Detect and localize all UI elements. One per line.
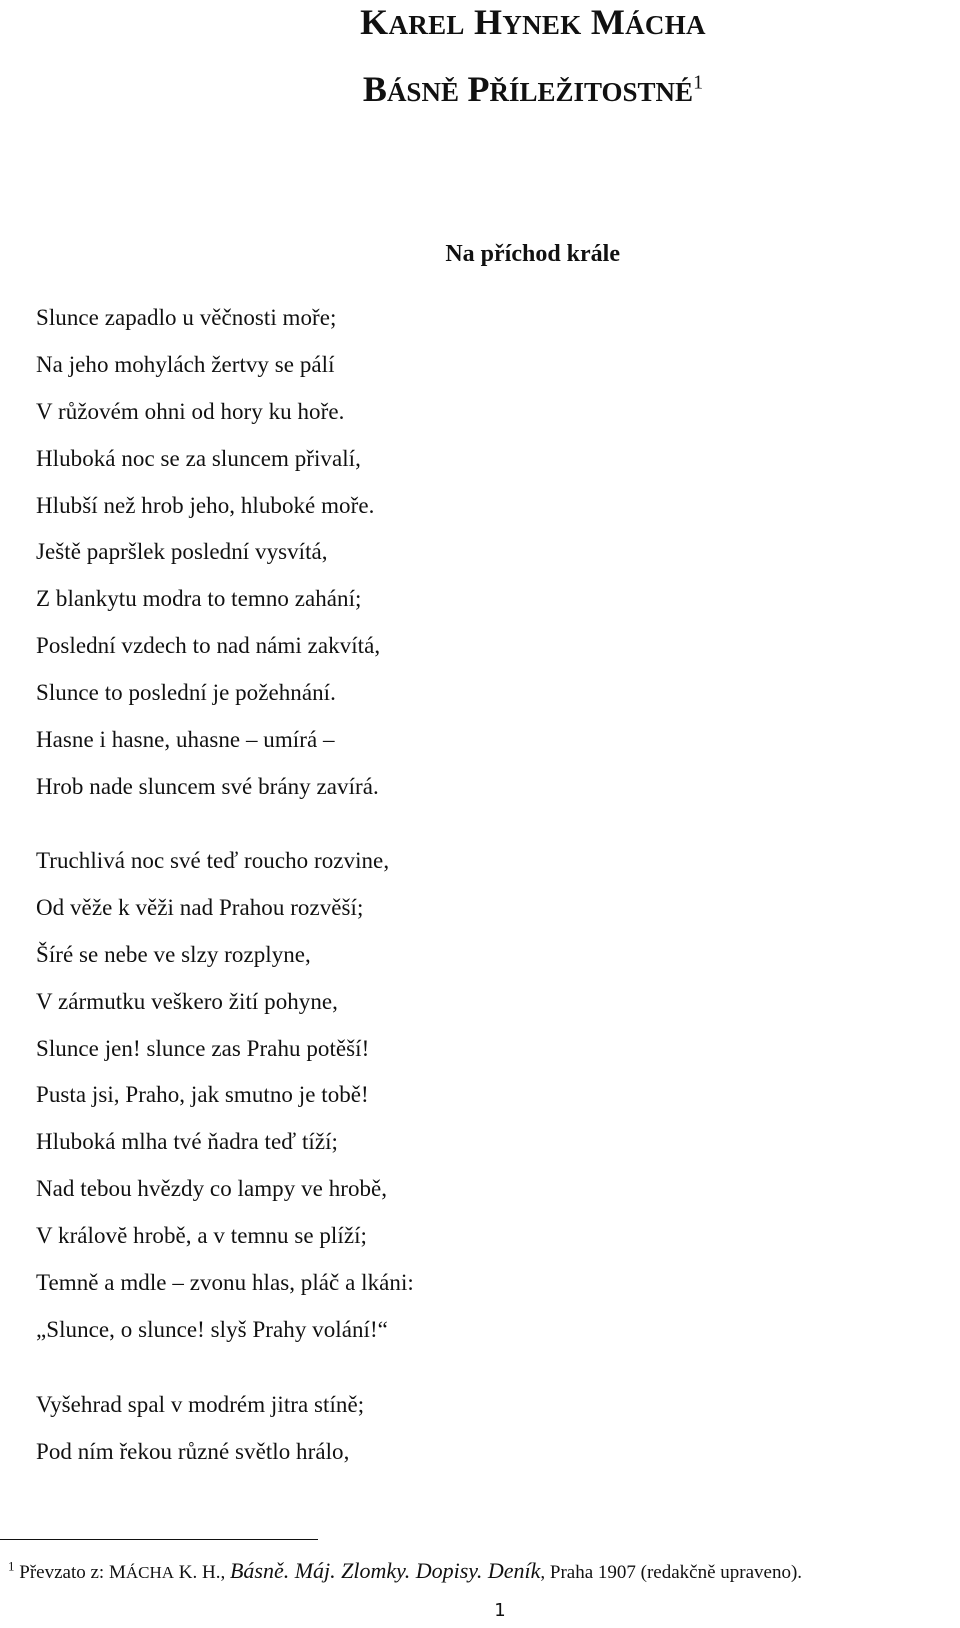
footnote-reference[interactable]: 1 — [693, 71, 704, 94]
page-number: 1 — [494, 1600, 506, 1621]
footnote-suffix: , Praha 1907 (redakčně upraveno). — [540, 1562, 803, 1583]
poem-title: Na příchod krále — [445, 241, 620, 267]
verse-line: Pusta jsi, Praho, jak smutno je tobě! — [36, 1082, 369, 1108]
verse-line: Nad tebou hvězdy co lampy ve hrobě, — [36, 1176, 388, 1202]
verse-line: Šíré se nebe ve slzy rozplyne, — [36, 941, 311, 967]
verse-line: Vyšehrad spal v modrém jitra stíně; — [36, 1392, 365, 1417]
verse-line: Temně a mdle – zvonu hlas, pláč a lkáni: — [36, 1270, 414, 1296]
verse-line: Truchlivá noc své teď roucho rozvine, — [36, 848, 390, 873]
verse-line: Slunce zapadlo u věčnosti moře; — [36, 305, 337, 330]
verse-line: Slunce jen! slunce zas Prahu potěší! — [36, 1035, 370, 1061]
verse-line: Ještě papršlek poslední vysvítá, — [36, 539, 328, 565]
verse-line: V růžovém ohni od hory ku hoře. — [36, 398, 345, 424]
verse-line: Hluboká noc se za sluncem přivalí, — [36, 445, 361, 471]
stanza-2 — [36, 838, 916, 1354]
author-word: HYNEK — [474, 2, 582, 42]
author-word: MÁCHA — [590, 2, 706, 42]
stanza-3 — [36, 1382, 916, 1476]
verse-line: Hasne i hasne, uhasne – umírá – — [36, 727, 335, 753]
footnote-initials: K. H., — [174, 1562, 230, 1583]
collection-word: PŘÍLEŽITOSTNÉ — [467, 69, 694, 109]
collection-title — [0, 64, 960, 117]
verse-line: Na jeho mohylách žertvy se pálí — [36, 351, 335, 377]
verse-line: Hrob nade sluncem své brány zavírá. — [36, 773, 379, 799]
footnote — [8, 1555, 802, 1589]
verse-line: V zármutku veškero žití pohyne, — [36, 988, 338, 1014]
verse-line: Z blankytu modra to temno zahání; — [36, 586, 362, 612]
author-name — [0, 0, 960, 47]
verse-line: Hluboká mlha tvé ňadra teď tíží; — [36, 1129, 338, 1155]
footnote-author: MÁCHA — [108, 1562, 175, 1583]
footnote-prefix: Převzato z: — [19, 1562, 109, 1583]
collection-word: BÁSNĚ — [362, 69, 459, 109]
verse-line: Slunce to poslední je požehnání. — [36, 680, 336, 706]
verse-line: V královĕ hrobě, a v temnu se plíží; — [36, 1223, 367, 1249]
verse-line: Od věže k věži nad Prahou rozvěší; — [36, 894, 364, 920]
footnote-separator — [0, 1539, 318, 1540]
footnote-number: 1 — [8, 1558, 15, 1574]
stanza-1 — [36, 295, 916, 811]
author-word: KAREL — [360, 2, 465, 42]
verse-line: Pod ním řekou různé světlo hrálo, — [36, 1438, 350, 1464]
footnote-work-title: Básně. Máj. Zlomky. Dopisy. Deník — [229, 1558, 541, 1583]
verse-line: „Slunce, o slunce! slyš Prahy volání!“ — [36, 1316, 388, 1342]
verse-line: Hlubší než hrob jeho, hluboké moře. — [36, 492, 375, 518]
verse-line: Poslední vzdech to nad námi zakvítá, — [36, 633, 381, 659]
